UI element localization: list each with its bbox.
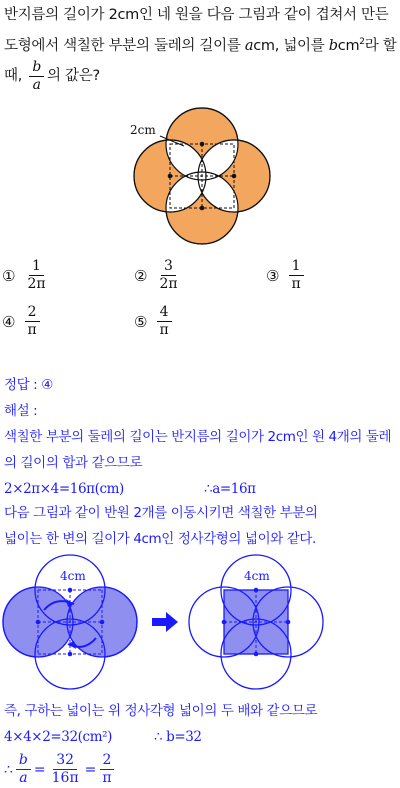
- radius-label: 2cm: [130, 123, 156, 137]
- left-4cm-label: 4cm: [60, 569, 86, 583]
- question-text: 라 할: [364, 37, 397, 54]
- solution-eq2: 4×4×2=32(cm²) ∴ b=32: [4, 729, 202, 745]
- choice-2[interactable]: ② $\frac{3}{2\pi}$: [134, 258, 178, 292]
- question-text: cm: [337, 37, 360, 54]
- right-arrow-icon: [152, 612, 178, 632]
- right-blue-figure: [189, 555, 323, 689]
- choice-5[interactable]: ⑤ $\frac{4}{\pi}$: [134, 304, 175, 339]
- var-a: a: [244, 37, 254, 54]
- question-text: cm, 넓이를: [253, 37, 325, 54]
- choice-3[interactable]: ③ $\frac{1}{\pi}$: [266, 258, 307, 293]
- rearrangement-figure: [0, 552, 400, 692]
- question-line-2: [4, 29, 398, 59]
- superscript: 2: [359, 37, 365, 47]
- question-text: 도형에서 색칠한 부분의 둘레의 길이를: [4, 37, 241, 54]
- solution-p5: 즉, 구하는 넓이는 위 정사각형 넓이의 두 배와 같으므로: [4, 703, 318, 719]
- solution-p2: 의 길이의 합과 같으므로: [4, 455, 143, 471]
- solution-header: 해설 :: [4, 403, 38, 419]
- question-text: 의 값은?: [47, 68, 100, 84]
- choice-1[interactable]: ① $\frac{1}{2\pi}$: [2, 258, 46, 292]
- four-circles-figure: [128, 106, 278, 246]
- solution-p4: 넓이는 한 변의 길이가 4cm인 정사각형의 넓이와 같다.: [4, 531, 316, 547]
- solution-eq1: 2×2π×4=16π(cm) ∴a=16π: [4, 481, 256, 497]
- solution-p3: 다음 그림과 같이 반원 2개를 이동시키면 색칠한 부분의: [4, 505, 318, 521]
- fraction-b-over-a: $\frac{b}{a}$: [29, 59, 44, 94]
- solution-eq3: ∴ $\frac{b}{a}$ = $\frac{32}{16\pi}$ = $\frac{2}{\pi}$: [4, 752, 118, 787]
- left-blue-figure: [3, 555, 137, 689]
- choice-4[interactable]: ④ $\frac{2}{\pi}$: [2, 304, 43, 339]
- question-line-3: [4, 58, 398, 94]
- var-b: b: [328, 37, 338, 54]
- question-line-1: 반지름의 길이가 2cm인 네 원을 다음 그림과 같이 겹쳐서 만든: [4, 7, 389, 23]
- right-4cm-label: 4cm: [244, 569, 270, 583]
- question-text: 때,: [4, 68, 23, 84]
- solution-p1: 색칠한 부분의 둘레의 길이는 반지름의 길이가 2cm인 원 4개의 둘레: [4, 429, 392, 445]
- answer: 정답 : ④: [4, 377, 53, 393]
